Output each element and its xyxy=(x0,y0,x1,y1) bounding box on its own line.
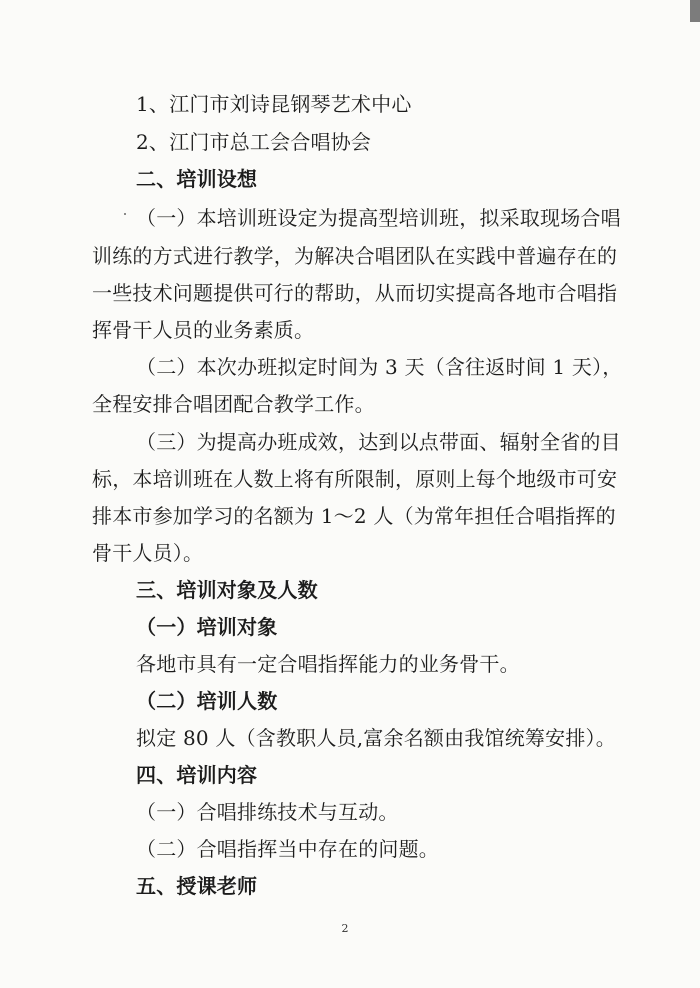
paragraph-1-line-3: 一些技术问题提供可行的帮助，从而切实提高各地市合唱指 xyxy=(92,281,618,305)
paragraph-1-line-4: 挥骨干人员的业务素质。 xyxy=(92,318,315,342)
training-target-text: 各地市具有一定合唱指挥能力的业务骨干。 xyxy=(136,652,520,676)
subheading-training-target: （一）培训对象 xyxy=(136,615,278,639)
list-item-2: 2、江门市总工会合唱协会 xyxy=(136,130,372,154)
paragraph-2-line-2: 全程安排合唱团配合教学工作。 xyxy=(92,392,375,416)
paragraph-3-line-1: （三）为提高办班成效，达到以点带面、辐射全省的目 xyxy=(136,430,621,454)
scan-edge-mark xyxy=(690,0,700,22)
paragraph-1-line-1: （一）本培训班设定为提高型培训班，拟采取现场合唱 xyxy=(136,206,621,230)
paragraph-3-line-3: 排本市参加学习的名额为 1～2 人（为常年担任合唱指挥的 xyxy=(92,504,616,528)
section-heading-2: 二、培训设想 xyxy=(136,167,258,191)
paragraph-1-line-2: 训练的方式进行教学，为解决合唱团队在实践中普遍存在的 xyxy=(92,244,618,268)
subheading-training-count: （二）培训人数 xyxy=(136,689,278,713)
section-heading-5: 五、授课老师 xyxy=(136,874,258,898)
list-item-1: 1、江门市刘诗昆钢琴艺术中心 xyxy=(136,92,412,116)
training-content-item-1: （一）合唱排练技术与互动。 xyxy=(136,800,399,824)
section-heading-4: 四、培训内容 xyxy=(136,763,258,787)
section-heading-3: 三、培训对象及人数 xyxy=(136,578,318,602)
training-count-text: 拟定 80 人（含教职人员,富余名额由我馆统筹安排）。 xyxy=(136,726,616,750)
training-content-item-2: （二）合唱指挥当中存在的问题。 xyxy=(136,837,439,861)
paragraph-2-line-1: （二）本次办班拟定时间为 3 天（含往返时间 1 天）， xyxy=(136,355,623,379)
scan-speck xyxy=(124,213,126,215)
paragraph-3-line-4: 骨干人员）。 xyxy=(92,541,204,565)
paragraph-3-line-2: 标，本培训班在人数上将有所限制，原则上每个地级市可安 xyxy=(92,467,618,491)
page-number: 2 xyxy=(341,922,349,935)
